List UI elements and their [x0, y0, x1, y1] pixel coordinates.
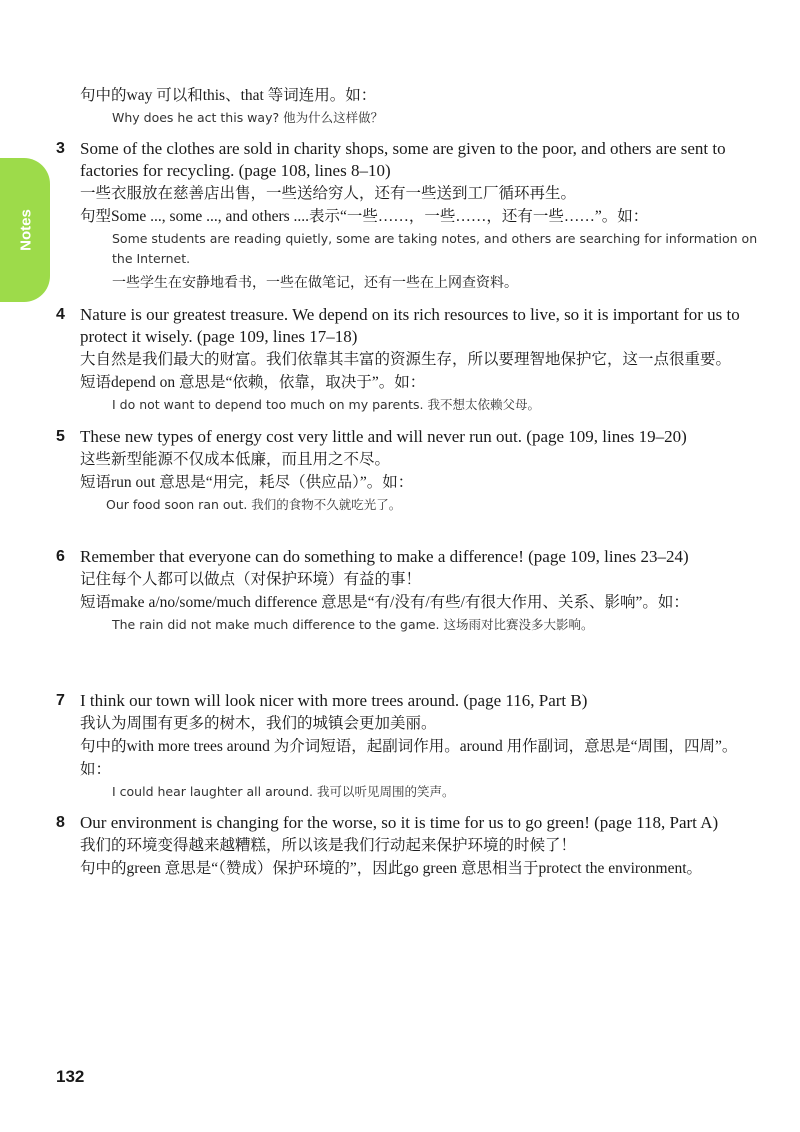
item-translation: 这些新型能源不仅成本低廉，而且用之不尽。: [80, 451, 391, 468]
item-note: 短语make a/no/some/much difference 意思是“有/没有/有些/有很大作用、关系、影响”。如：: [80, 594, 689, 611]
item-number: 5: [56, 428, 65, 445]
item-sentence: I think our town will look nicer with more trees around. (page 116, Part B): [80, 691, 588, 710]
item-note: 句型Some ..., some ..., and others ....表示“一些……，一些……，还有一些……”。如：: [80, 208, 649, 225]
intro-note: 句中的way 可以和this、that 等词连用。如：: [80, 87, 377, 104]
item-number: 4: [56, 306, 65, 323]
intro-example: Why does he act this way? 他为什么这样做？: [112, 110, 384, 125]
item-example: I could hear laughter all around. 我可以听见周围的笑声。: [112, 784, 455, 799]
item-sentence: Our environment is changing for the worse, so it is time for us to go green! (page 118, Part A): [80, 813, 719, 832]
notes-tab-label: Notes: [17, 209, 35, 251]
item-number: 8: [56, 814, 65, 831]
note-item-7: [56, 690, 760, 802]
note-item-4: [56, 304, 760, 415]
item-example: Some students are reading quietly, some are taking notes, and others are searching for information on the Internet.: [112, 231, 758, 266]
item-translation: 我们的环境变得越来越糟糕，所以该是我们行动起来保护环境的时候了！: [80, 837, 577, 854]
note-item-8: [56, 812, 760, 880]
item-example-translation: 一些学生在安静地看书，一些在做笔记，还有一些在上网查资料。: [112, 276, 518, 291]
item-example: The rain did not make much difference to the game. 这场雨对比赛没多大影响。: [112, 617, 594, 632]
notes-sidebar-tab: [0, 158, 50, 302]
item-note: 句中的with more trees around 为介词短语，起副词作用。around 用作副词，意思是“周围，四周”。如：: [80, 738, 738, 778]
item-sentence: Nature is our greatest treasure. We depend on its rich resources to live, so it is important for us to protect it wisely. (page 109, lines 17–18): [80, 305, 740, 346]
note-item-5: [56, 426, 760, 515]
item-note: 句中的green 意思是“（赞成）保护环境的”，因此go green 意思相当于protect the environment。: [80, 860, 703, 877]
item-number: 7: [56, 692, 65, 709]
item-sentence: Remember that everyone can do something to make a difference! (page 109, lines 23–24): [80, 547, 689, 566]
item-sentence: These new types of energy cost very little and will never run out. (page 109, lines 19–20): [80, 427, 687, 446]
page-number: 132: [56, 1067, 85, 1086]
item-translation: 一些衣服放在慈善店出售，一些送给穷人，还有一些送到工厂循环再生。: [80, 185, 577, 202]
note-item-6: [56, 546, 760, 635]
note-item-3: [56, 138, 760, 295]
item-note: 短语depend on 意思是“依赖，依靠，取决于”。如：: [80, 374, 426, 391]
item-translation: 大自然是我们最大的财富。我们依靠其丰富的资源生存，所以要理智地保护它，这一点很重要。: [80, 351, 732, 368]
item-note: 短语run out 意思是“用完，耗尽（供应品）”。如：: [80, 474, 414, 491]
item-translation: 我认为周围有更多的树木，我们的城镇会更加美丽。: [80, 715, 437, 732]
item-translation: 记住每个人都可以做点（对保护环境）有益的事！: [80, 571, 422, 588]
item-number: 3: [56, 140, 65, 157]
intro-note-block: [80, 84, 760, 128]
item-number: 6: [56, 548, 65, 565]
item-example: I do not want to depend too much on my parents. 我不想太依赖父母。: [112, 397, 541, 412]
item-example: Our food soon ran out. 我们的食物不久就吃光了。: [106, 497, 402, 512]
item-sentence: Some of the clothes are sold in charity shops, some are given to the poor, and others are sent to factories for recycling. (page 108, lines 8–10): [80, 139, 726, 180]
